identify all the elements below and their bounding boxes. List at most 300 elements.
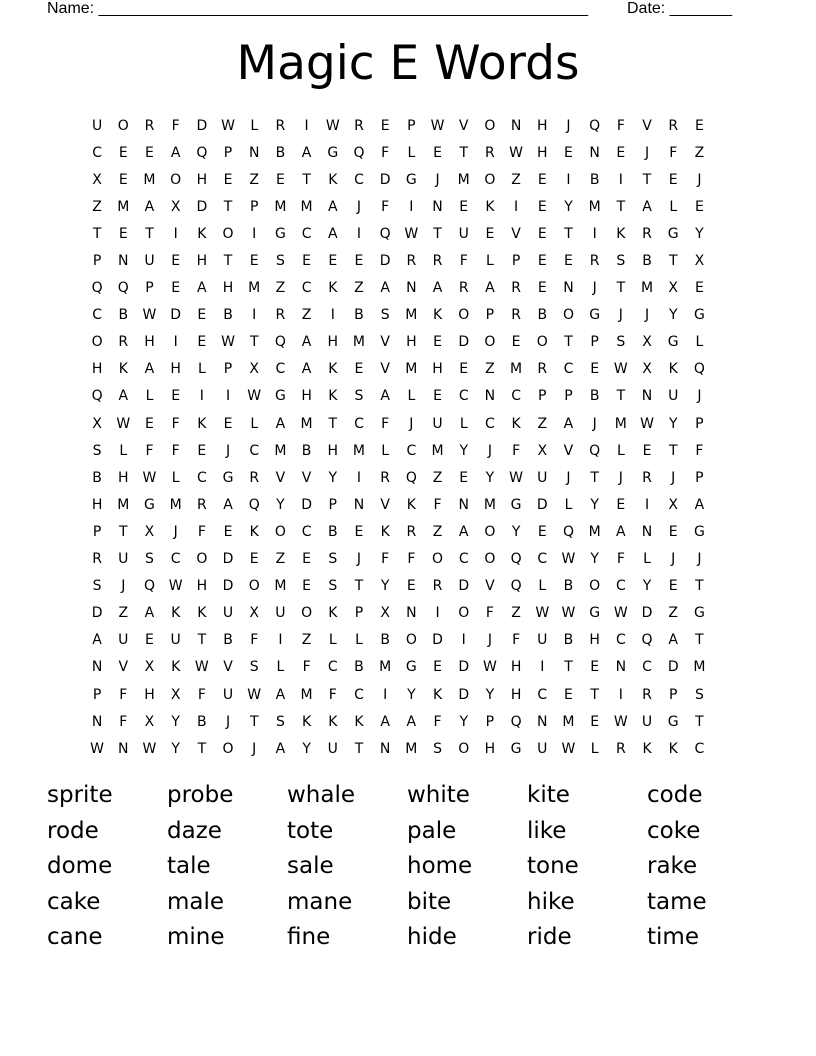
grid-letter: V — [642, 117, 652, 134]
grid-letter: A — [144, 605, 155, 622]
grid-letter: M — [693, 659, 706, 676]
grid-letter: T — [354, 578, 364, 595]
grid-letter: F — [669, 144, 678, 161]
grid-letter: Y — [511, 523, 521, 540]
grid-letter: B — [563, 632, 574, 649]
grid-letter: E — [694, 280, 704, 297]
grid-letter: L — [564, 496, 573, 513]
grid-letter: L — [171, 469, 180, 486]
grid-letter: E — [171, 253, 181, 270]
grid-letter: G — [667, 334, 679, 351]
grid-letter: H — [327, 442, 339, 459]
name-field: Name: _______________________________________________________ — [47, 0, 588, 17]
grid-letter: O — [484, 523, 496, 540]
grid-letter: T — [249, 713, 259, 730]
grid-letter: J — [252, 740, 257, 757]
grid-letter: H — [144, 334, 155, 351]
grid-letter: A — [406, 713, 417, 730]
grid-letter: F — [695, 442, 704, 459]
grid-letter: K — [171, 659, 181, 676]
grid-letter: X — [170, 198, 181, 215]
word-bank-item: tame — [647, 888, 707, 915]
word-bank-item: rake — [647, 853, 698, 880]
grid-letter: F — [119, 686, 128, 703]
grid-letter: O — [484, 171, 496, 188]
grid-letter: M — [300, 415, 313, 432]
grid-letter: C — [615, 578, 626, 595]
grid-letter: K — [616, 225, 626, 242]
grid-letter: K — [432, 307, 443, 324]
grid-letter: K — [249, 523, 259, 540]
grid-letter: P — [564, 388, 573, 405]
grid-letter: V — [380, 496, 390, 513]
word-bank-item: mine — [167, 924, 225, 951]
word-bank-item: kite — [527, 782, 570, 808]
grid-letter: F — [145, 442, 154, 459]
grid-letter: T — [668, 442, 678, 459]
word-bank-item: male — [167, 888, 225, 915]
grid-letter: N — [379, 740, 391, 757]
grid-letter: N — [118, 740, 129, 757]
grid-letter: M — [352, 442, 366, 459]
word-bank-item: fine — [287, 924, 331, 951]
grid-letter: C — [196, 469, 207, 486]
grid-letter: F — [407, 551, 416, 568]
grid-letter: D — [91, 605, 103, 622]
grid-letter: K — [328, 361, 338, 378]
grid-letter: E — [433, 659, 442, 676]
grid-letter: H — [118, 469, 129, 486]
grid-letter: A — [380, 280, 390, 297]
grid-letter: C — [642, 659, 652, 676]
grid-letter: P — [538, 388, 547, 405]
grid-letter: P — [92, 686, 102, 703]
grid-letter: O — [432, 551, 444, 568]
grid-letter: O — [196, 551, 208, 568]
word-bank-item: rode — [47, 817, 99, 844]
grid-letter: E — [537, 225, 547, 242]
grid-letter: C — [694, 740, 705, 757]
grid-letter: R — [354, 117, 364, 134]
grid-letter: O — [458, 307, 470, 324]
grid-letter: R — [406, 253, 417, 270]
grid-letter: C — [354, 686, 364, 703]
grid-letter: U — [91, 117, 103, 134]
grid-letter: Z — [668, 605, 679, 622]
grid-letter: N — [537, 713, 548, 730]
grid-letter: G — [693, 523, 705, 540]
grid-letter: M — [562, 713, 575, 730]
grid-letter: K — [197, 415, 207, 432]
grid-letter: Z — [694, 144, 705, 161]
grid-letter: Z — [249, 171, 260, 188]
grid-letter: R — [275, 307, 286, 324]
grid-letter: X — [144, 523, 155, 540]
grid-letter: E — [668, 171, 678, 188]
grid-letter: Q — [91, 280, 103, 297]
grid-letter: Y — [668, 415, 678, 432]
grid-letter: M — [457, 171, 470, 188]
grid-letter: B — [327, 523, 338, 540]
grid-letter: Y — [407, 686, 416, 703]
grid-letter: W — [509, 469, 524, 486]
grid-letter: O — [458, 605, 470, 622]
grid-letter: Z — [92, 198, 102, 215]
grid-letter: V — [223, 659, 233, 676]
grid-letter: U — [118, 551, 129, 568]
grid-letter: M — [640, 280, 654, 297]
grid-letter: T — [354, 740, 364, 757]
grid-letter: G — [274, 388, 286, 405]
word-bank-item: sale — [287, 853, 334, 880]
grid-letter: Q — [117, 280, 129, 297]
grid-letter: X — [380, 605, 390, 622]
grid-letter: O — [170, 171, 182, 188]
grid-letter: E — [275, 171, 285, 188]
grid-letter: G — [222, 469, 234, 486]
grid-letter: M — [588, 523, 601, 540]
grid-letter: L — [669, 198, 678, 215]
grid-letter: L — [276, 659, 285, 676]
grid-letter: J — [671, 469, 676, 486]
grid-letter: C — [615, 632, 626, 649]
grid-letter: S — [694, 686, 704, 703]
grid-letter: T — [695, 578, 704, 595]
grid-letter: E — [537, 253, 547, 270]
grid-letter: X — [537, 442, 548, 459]
word-bank-item: sprite — [47, 782, 113, 808]
grid-letter: Y — [564, 198, 573, 215]
grid-letter: Z — [511, 605, 521, 622]
grid-letter: D — [379, 253, 391, 270]
grid-letter: Y — [485, 469, 495, 486]
grid-letter: H — [170, 361, 181, 378]
grid-letter: X — [668, 280, 679, 297]
grid-letter: P — [695, 469, 704, 486]
grid-letter: Q — [274, 334, 286, 351]
grid-letter: Y — [328, 469, 338, 486]
grid-letter: A — [327, 198, 338, 215]
grid-letter: B — [642, 253, 652, 270]
grid-letter: I — [409, 198, 414, 215]
grid-letter: L — [486, 253, 494, 270]
grid-letter: R — [275, 117, 286, 134]
grid-letter: B — [301, 442, 312, 459]
grid-letter: N — [484, 388, 496, 405]
grid-letter: R — [249, 469, 260, 486]
grid-letter: J — [566, 469, 571, 486]
grid-letter: X — [92, 171, 102, 188]
word-bank-item: bite — [407, 888, 452, 915]
grid-letter: W — [142, 307, 157, 324]
grid-letter: E — [459, 469, 469, 486]
grid-letter: T — [223, 253, 233, 270]
grid-letter: Q — [641, 632, 653, 649]
grid-letter: R — [380, 469, 391, 486]
grid-letter: R — [511, 307, 521, 324]
grid-letter: T — [328, 415, 338, 432]
grid-letter: W — [509, 144, 524, 161]
grid-letter: V — [458, 117, 469, 134]
grid-letter: E — [406, 578, 416, 595]
grid-letter: D — [458, 659, 470, 676]
grid-letter: E — [118, 225, 128, 242]
grid-letter: A — [275, 740, 286, 757]
grid-letter: E — [694, 117, 704, 134]
grid-letter: V — [275, 469, 286, 486]
grid-letter: B — [563, 578, 574, 595]
grid-letter: M — [379, 659, 392, 676]
grid-letter: J — [487, 442, 492, 459]
grid-letter: B — [92, 469, 102, 486]
grid-letter: M — [274, 578, 287, 595]
grid-letter: J — [356, 551, 362, 568]
grid-letter: S — [433, 740, 442, 757]
grid-letter: K — [328, 605, 338, 622]
grid-letter: L — [381, 442, 390, 459]
grid-letter: V — [380, 361, 390, 378]
word-bank-item: tone — [527, 853, 579, 880]
grid-letter: I — [173, 225, 178, 242]
grid-letter: S — [92, 578, 102, 595]
grid-letter: D — [196, 198, 208, 215]
grid-letter: E — [616, 496, 626, 513]
grid-letter: C — [458, 551, 469, 568]
grid-letter: I — [566, 171, 571, 188]
grid-letter: J — [173, 523, 178, 540]
grid-letter: M — [510, 361, 523, 378]
grid-letter: C — [485, 415, 495, 432]
grid-letter: T — [695, 632, 704, 649]
grid-letter: Q — [91, 388, 103, 405]
grid-letter: C — [354, 171, 364, 188]
grid-letter: P — [145, 280, 154, 297]
grid-letter: U — [275, 605, 286, 622]
grid-letter: W — [535, 605, 550, 622]
grid-letter: Y — [668, 307, 678, 324]
grid-letter: D — [196, 117, 208, 134]
grid-letter: Q — [510, 713, 522, 730]
grid-letter: N — [406, 280, 417, 297]
grid-letter: G — [405, 659, 417, 676]
grid-letter: R — [615, 740, 626, 757]
grid-letter: W — [116, 415, 131, 432]
grid-letter: E — [668, 523, 678, 540]
grid-letter: F — [197, 686, 206, 703]
grid-letter: L — [197, 361, 206, 378]
grid-letter: M — [588, 198, 601, 215]
grid-letter: E — [354, 253, 364, 270]
grid-letter: T — [249, 334, 259, 351]
grid-letter: L — [407, 388, 416, 405]
grid-letter: O — [405, 632, 417, 649]
grid-letter: D — [458, 578, 470, 595]
grid-letter: E — [223, 523, 233, 540]
grid-letter: H — [196, 171, 208, 188]
grid-letter: Q — [589, 442, 601, 459]
grid-letter: E — [328, 253, 338, 270]
grid-letter: S — [380, 307, 390, 324]
grid-letter: B — [354, 307, 364, 324]
word-bank-item: dome — [47, 853, 113, 880]
grid-letter: K — [432, 686, 443, 703]
grid-letter: W — [640, 415, 654, 432]
grid-letter: J — [435, 171, 440, 188]
grid-letter: S — [328, 551, 338, 568]
grid-letter: W — [613, 713, 628, 730]
grid-letter: Z — [275, 551, 286, 568]
word-bank-item: probe — [167, 782, 234, 808]
grid-letter: Y — [171, 713, 180, 730]
grid-letter: O — [248, 578, 260, 595]
grid-letter: E — [433, 144, 442, 161]
grid-letter: E — [145, 144, 154, 161]
grid-letter: A — [616, 523, 626, 540]
grid-letter: M — [274, 198, 287, 215]
grid-letter: B — [537, 307, 548, 324]
grid-letter: T — [642, 171, 652, 188]
grid-letter: M — [405, 361, 418, 378]
grid-letter: Z — [301, 632, 312, 649]
worksheet-header — [47, 0, 776, 22]
grid-letter: E — [642, 442, 652, 459]
grid-letter: U — [170, 632, 181, 649]
grid-letter: E — [537, 280, 547, 297]
grid-letter: D — [222, 551, 234, 568]
grid-letter: T — [564, 659, 573, 676]
grid-letter: L — [250, 415, 259, 432]
grid-letter: W — [168, 578, 183, 595]
grid-letter: E — [302, 578, 312, 595]
grid-letter: J — [225, 442, 231, 459]
grid-letter: V — [511, 225, 521, 242]
grid-letter: R — [485, 144, 495, 161]
grid-letter: A — [327, 225, 338, 242]
grid-letter: M — [614, 415, 627, 432]
grid-letter: T — [145, 225, 154, 242]
grid-letter: W — [613, 361, 628, 378]
grid-letter: G — [667, 713, 679, 730]
grid-letter: X — [642, 334, 652, 351]
grid-letter: S — [249, 659, 259, 676]
grid-letter: X — [694, 253, 705, 270]
grid-letter: H — [406, 334, 417, 351]
grid-letter: E — [223, 171, 233, 188]
grid-letter: D — [458, 686, 470, 703]
grid-letter: C — [327, 659, 338, 676]
grid-letter: K — [668, 740, 678, 757]
grid-letter: I — [618, 171, 623, 188]
grid-letter: H — [484, 740, 496, 757]
grid-letter: Z — [354, 280, 364, 297]
grid-letter: E — [249, 551, 259, 568]
grid-letter: U — [327, 740, 338, 757]
grid-letter: O — [484, 551, 496, 568]
grid-letter: Q — [510, 551, 522, 568]
grid-letter: M — [405, 740, 418, 757]
grid-letter: W — [194, 659, 209, 676]
grid-letter: F — [302, 659, 311, 676]
grid-letter: P — [407, 117, 416, 134]
grid-letter: E — [118, 144, 128, 161]
grid-letter: Y — [171, 740, 180, 757]
word-bank-item: coke — [647, 817, 701, 844]
grid-letter: N — [641, 523, 653, 540]
grid-letter: C — [563, 361, 574, 378]
grid-letter: J — [121, 578, 126, 595]
grid-letter: K — [380, 523, 390, 540]
grid-letter: F — [512, 632, 521, 649]
grid-letter: E — [197, 307, 207, 324]
grid-letter: Q — [589, 117, 601, 134]
grid-letter: A — [380, 713, 390, 730]
grid-letter: W — [142, 740, 157, 757]
grid-letter: H — [432, 361, 443, 378]
grid-letter: L — [119, 442, 128, 459]
word-bank-item: cake — [47, 888, 101, 915]
grid-letter: F — [197, 523, 206, 540]
grid-letter: Y — [642, 578, 652, 595]
grid-letter: W — [613, 605, 628, 622]
grid-letter: W — [221, 334, 235, 351]
grid-letter: R — [432, 253, 443, 270]
grid-letter: H — [196, 253, 208, 270]
grid-letter: N — [432, 198, 443, 215]
grid-letter: T — [459, 144, 468, 161]
grid-letter: F — [616, 117, 625, 134]
grid-letter: W — [561, 605, 576, 622]
grid-letter: F — [328, 686, 337, 703]
grid-letter: I — [592, 225, 597, 242]
grid-letter: I — [356, 225, 362, 242]
grid-letter: A — [485, 280, 495, 297]
grid-letter: G — [693, 307, 705, 324]
grid-letter: E — [171, 388, 181, 405]
grid-letter: P — [590, 334, 599, 351]
grid-letter: F — [512, 442, 521, 459]
grid-letter: Z — [537, 415, 548, 432]
word-bank-item: tote — [287, 817, 334, 844]
word-bank-item: daze — [167, 817, 222, 844]
grid-letter: B — [223, 632, 233, 649]
grid-letter: O — [91, 334, 103, 351]
grid-letter: E — [590, 361, 600, 378]
grid-letter: E — [302, 253, 312, 270]
grid-letter: A — [118, 388, 129, 405]
grid-letter: C — [301, 280, 312, 297]
grid-letter: K — [485, 198, 495, 215]
grid-letter: J — [618, 307, 623, 324]
grid-letter: P — [92, 523, 102, 540]
grid-letter: W — [561, 551, 576, 568]
grid-letter: U — [458, 225, 469, 242]
grid-letter: M — [483, 496, 496, 513]
grid-letter: A — [642, 198, 652, 215]
grid-letter: C — [249, 442, 260, 459]
grid-letter: K — [406, 496, 416, 513]
grid-letter: C — [537, 686, 548, 703]
grid-letter: I — [225, 388, 231, 405]
grid-letter: Z — [485, 361, 495, 378]
grid-letter: I — [356, 469, 362, 486]
grid-letter: F — [171, 442, 180, 459]
grid-letter: X — [92, 415, 102, 432]
grid-letter: J — [592, 280, 597, 297]
grid-letter: R — [92, 551, 102, 568]
grid-letter: L — [328, 632, 337, 649]
grid-letter: V — [380, 334, 390, 351]
grid-letter: G — [144, 496, 155, 513]
